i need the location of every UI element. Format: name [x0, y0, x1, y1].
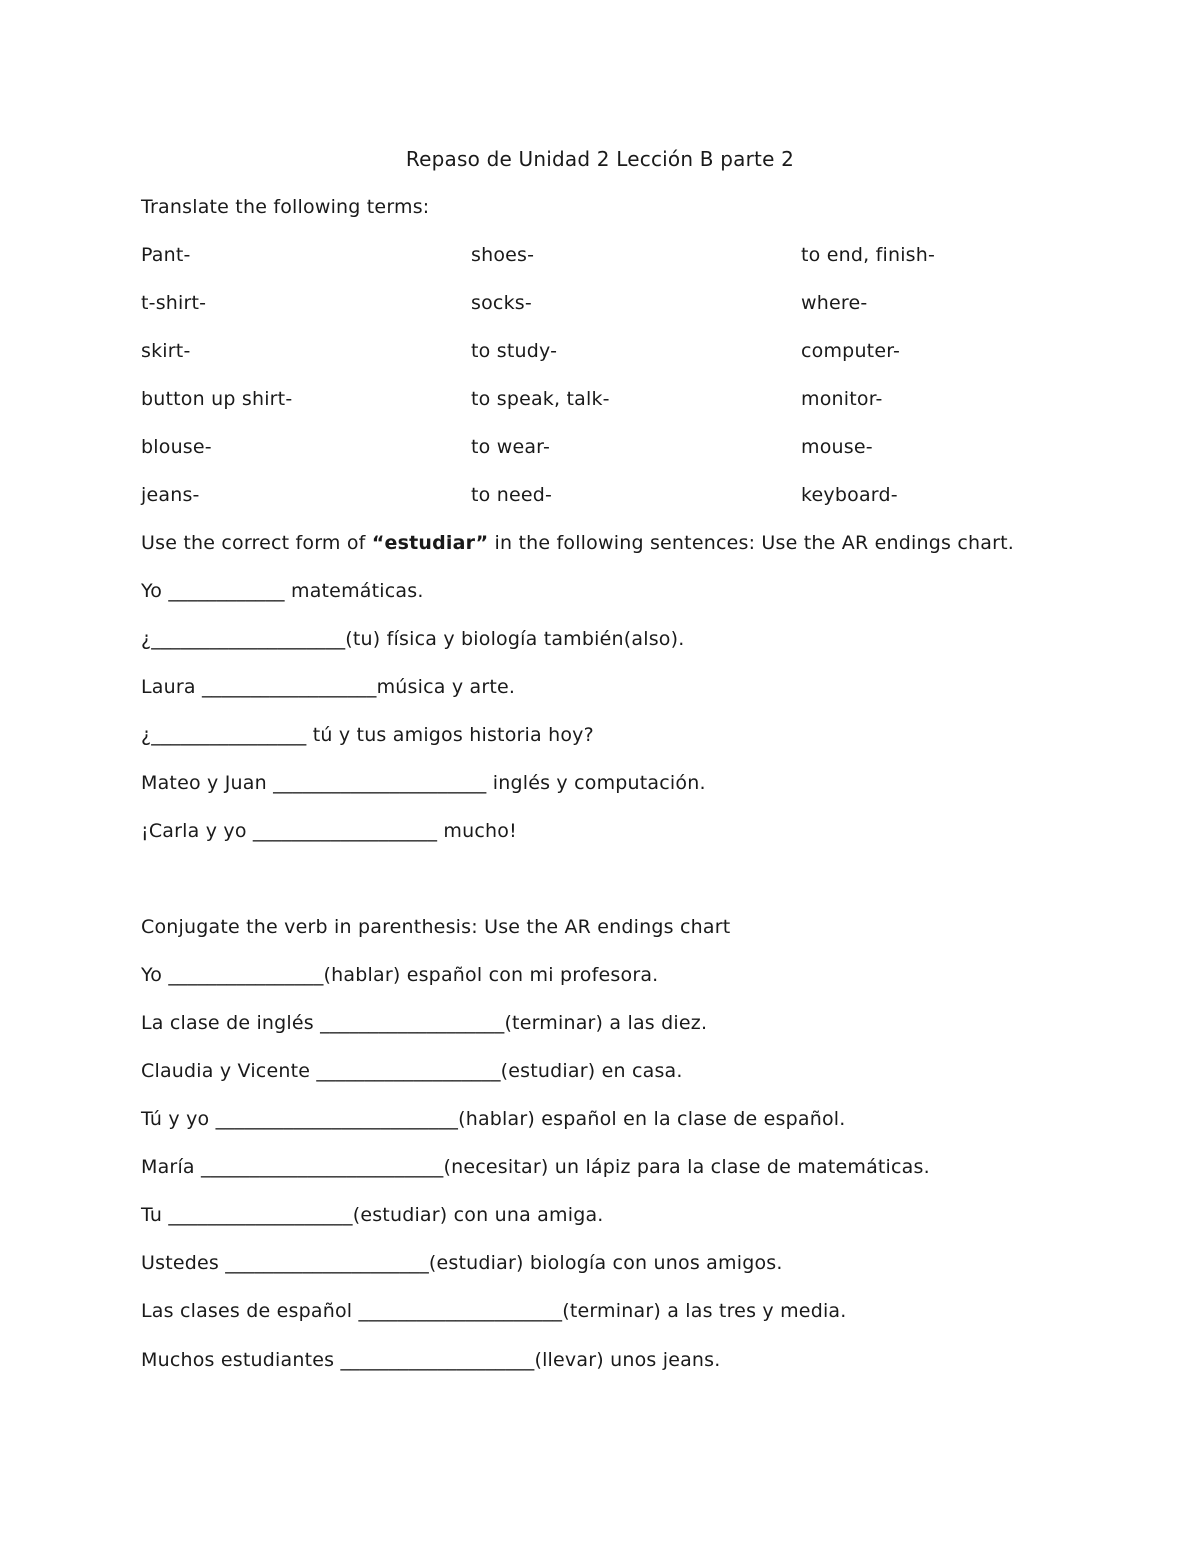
vocab-row: [141, 241, 1101, 269]
sentence: La clase de inglés ___________________(terminar) a las diez.: [141, 1012, 708, 1034]
vocab-term: mouse-: [801, 436, 873, 458]
vocab-row: [141, 433, 1101, 461]
vocab-term: jeans-: [141, 484, 200, 506]
instruction-text: in the following sentences: Use the AR endings chart.: [488, 532, 1014, 554]
sentence: ¡Carla y yo ___________________ mucho!: [141, 820, 517, 842]
vocab-term: keyboard-: [801, 484, 898, 506]
sentence: María _________________________(necesitar) un lápiz para la clase de matemáticas.: [141, 1156, 930, 1178]
conjugate-instruction: Conjugate the verb in parenthesis: Use the AR endings chart: [141, 916, 731, 938]
sentence: Tu ___________________(estudiar) con una amiga.: [141, 1204, 604, 1226]
sentence: Las clases de español _____________________(terminar) a las tres y media.: [141, 1300, 847, 1322]
vocab-term: computer-: [801, 340, 901, 362]
vocab-term: t-shirt-: [141, 292, 207, 314]
vocab-term: to end, finish-: [801, 244, 936, 266]
vocab-term: where-: [801, 292, 868, 314]
vocab-term: skirt-: [141, 340, 191, 362]
sentence: Yo ________________(hablar) español con mi profesora.: [141, 964, 659, 986]
sentence: Mateo y Juan ______________________ inglés y computación.: [141, 772, 706, 794]
sentence: Tú y yo _________________________(hablar) español en la clase de español.: [141, 1108, 846, 1130]
sentence: Laura __________________música y arte.: [141, 676, 516, 698]
vocab-row: [141, 337, 1101, 365]
sentence: ¿____________________(tu) física y biología también(also).: [141, 628, 685, 650]
vocab-row: [141, 385, 1101, 413]
sentence: Yo ____________ matemáticas.: [141, 580, 424, 602]
vocab-term: to study-: [471, 340, 558, 362]
translate-instruction: Translate the following terms:: [141, 196, 430, 218]
vocab-term: to need-: [471, 484, 553, 506]
vocab-row: [141, 481, 1101, 509]
sentence: ¿________________ tú y tus amigos historia hoy?: [141, 724, 594, 746]
vocab-term: button up shirt-: [141, 388, 293, 410]
vocab-term: shoes-: [471, 244, 535, 266]
vocab-term: blouse-: [141, 436, 212, 458]
vocab-term: Pant-: [141, 244, 191, 266]
sentence: Claudia y Vicente ___________________(estudiar) en casa.: [141, 1060, 683, 1082]
vocab-term: monitor-: [801, 388, 883, 410]
verb-estudiar: “estudiar”: [371, 532, 489, 554]
estudiar-instruction: [141, 529, 1014, 557]
vocab-term: socks-: [471, 292, 532, 314]
vocab-term: to wear-: [471, 436, 551, 458]
sentence: Muchos estudiantes ____________________(llevar) unos jeans.: [141, 1349, 721, 1371]
vocab-term: to speak, talk-: [471, 388, 610, 410]
instruction-text: Use the correct form of: [141, 532, 372, 554]
vocab-row: [141, 289, 1101, 317]
page-title: Repaso de Unidad 2 Lección B parte 2: [405, 147, 795, 171]
sentence: Ustedes _____________________(estudiar) biología con unos amigos.: [141, 1252, 783, 1274]
